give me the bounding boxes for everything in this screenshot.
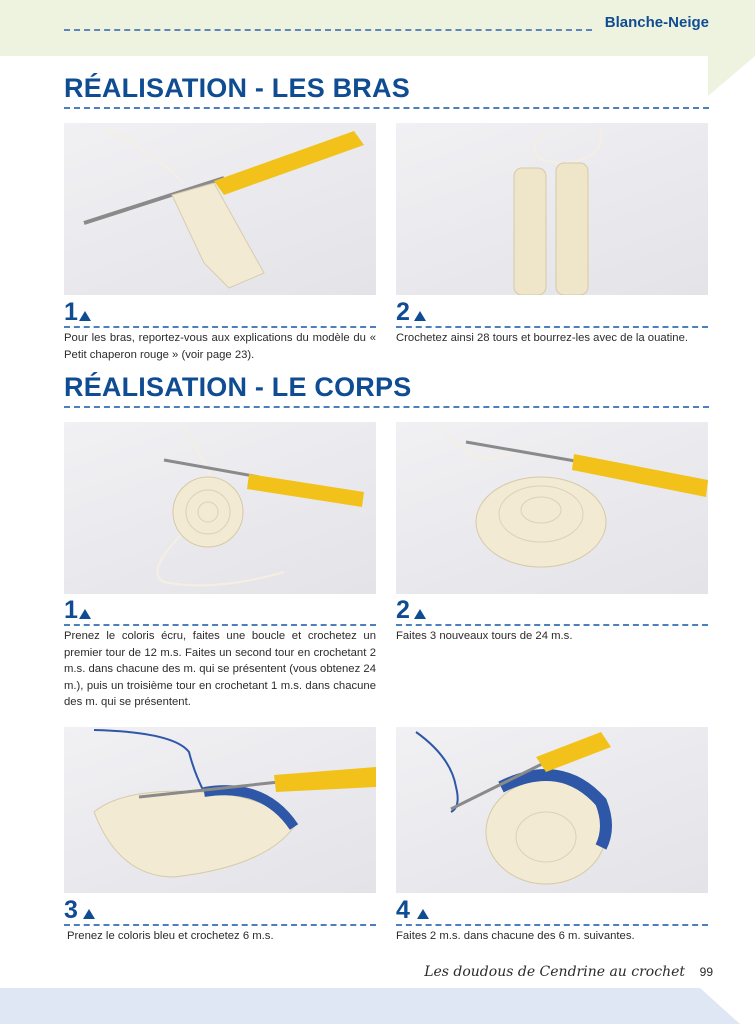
footer-band-tail bbox=[700, 988, 740, 1024]
photo-corps-step-3 bbox=[64, 727, 376, 893]
section-title-corps: RÉALISATION - LE CORPS bbox=[64, 372, 412, 402]
step-divider bbox=[64, 624, 376, 626]
step-number: 3 bbox=[64, 896, 78, 924]
step-text-corps-1: Prenez le coloris écru, faites une boucle et crochetez un premier tour de 12 m.s. Faites un second tour en crochetant 2 m.s. dans chacune des m. qui se présentent (vous obtenez 24 m.), puis un troisième tour en crochetant 1 m.s. dans chacune des m. qui se présentent. bbox=[64, 630, 376, 708]
step-divider bbox=[64, 326, 376, 328]
step-divider bbox=[396, 326, 708, 328]
step-number: 1 bbox=[64, 298, 78, 326]
book-title: Les doudous de Cendrine au crochet bbox=[424, 964, 685, 980]
section-divider-bras bbox=[64, 107, 709, 109]
step-divider bbox=[396, 924, 708, 926]
step-number: 2 bbox=[396, 298, 410, 326]
header-divider bbox=[64, 29, 592, 31]
triangle-icon bbox=[417, 909, 429, 919]
photo-corps-step-2 bbox=[396, 422, 708, 594]
step-divider bbox=[396, 624, 708, 626]
footer-band bbox=[0, 988, 700, 1024]
step-text-corps-4: Faites 2 m.s. dans chacune des 6 m. suivantes. bbox=[396, 930, 635, 942]
step-text-bras-2: Crochetez ainsi 28 tours et bourrez-les avec de la ouatine. bbox=[396, 332, 688, 344]
step-number: 1 bbox=[64, 596, 78, 624]
triangle-icon bbox=[79, 311, 91, 321]
step-number: 2 bbox=[396, 596, 410, 624]
triangle-icon bbox=[83, 909, 95, 919]
header-notch bbox=[708, 56, 755, 96]
section-divider-corps bbox=[64, 406, 709, 408]
step-divider bbox=[64, 924, 376, 926]
section-title-bras: RÉALISATION - LES BRAS bbox=[64, 73, 410, 103]
photo-bras-step-1 bbox=[64, 123, 376, 295]
step-number: 4 bbox=[396, 896, 410, 924]
triangle-icon bbox=[414, 311, 426, 321]
step-text-corps-2: Faites 3 nouveaux tours de 24 m.s. bbox=[396, 630, 573, 642]
step-text-bras-1: Pour les bras, reportez-vous aux explications du modèle du « Petit chaperon rouge » (voir page 23). bbox=[64, 332, 376, 361]
step-text-corps-3: Prenez le coloris bleu et crochetez 6 m.s. bbox=[67, 930, 274, 942]
photo-corps-step-1 bbox=[64, 422, 376, 594]
triangle-icon bbox=[79, 609, 91, 619]
page-number: 99 bbox=[699, 965, 713, 979]
triangle-icon bbox=[414, 609, 426, 619]
photo-bras-step-2 bbox=[396, 123, 708, 295]
photo-corps-step-4 bbox=[396, 727, 708, 893]
chapter-title: Blanche-Neige bbox=[604, 14, 709, 31]
